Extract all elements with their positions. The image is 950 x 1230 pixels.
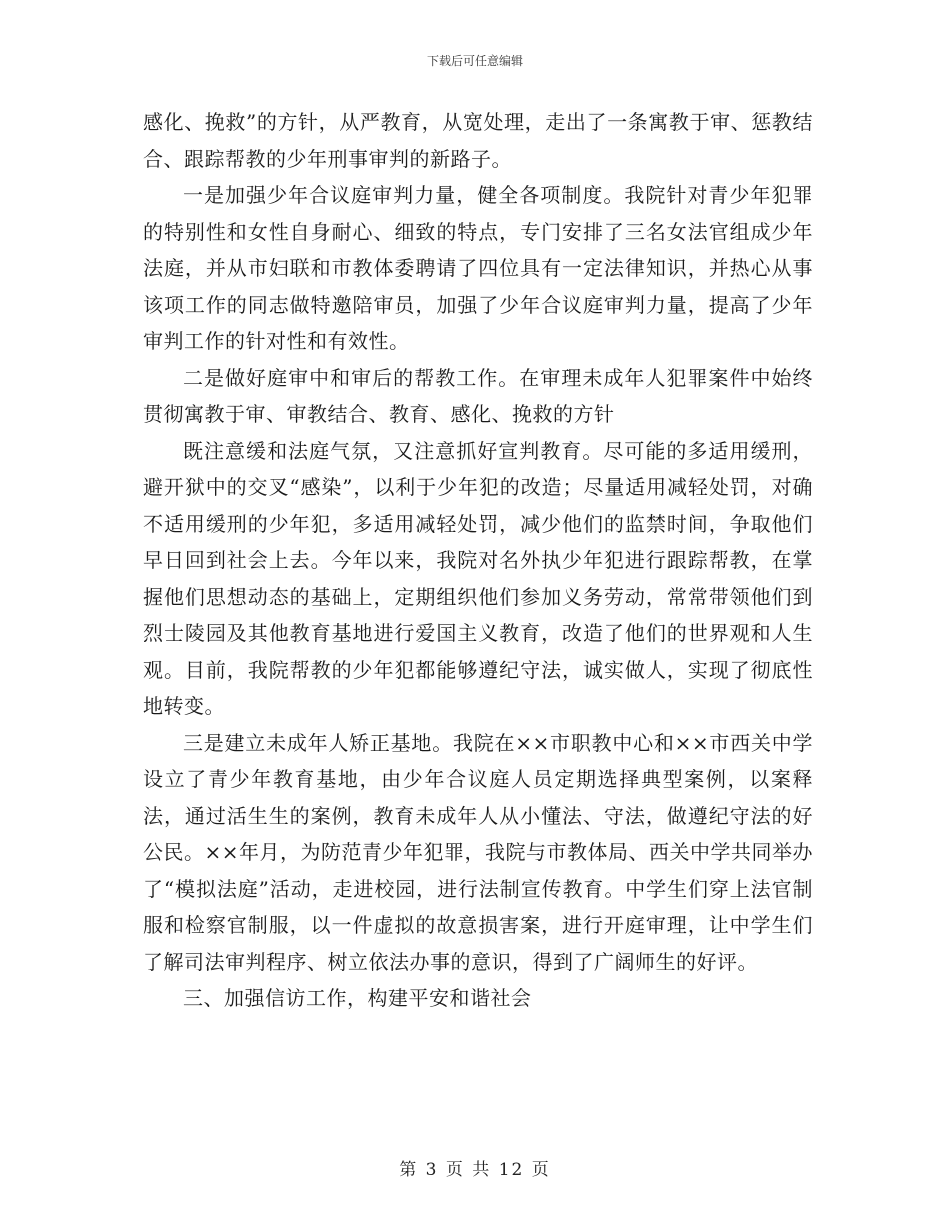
document-body <box>143 104 813 1017</box>
section-heading: 三、加强信访工作，构建平安和谐社会 <box>183 986 532 1010</box>
paragraph-item-three: 三是建立未成年人矫正基地。我院在××市职教中心和××市西关中学设立了青少年教育基地，由少年合议庭人员定期选择典型案例，以案释法，通过活生生的案例，教育未成年人从小懂法、守法，做遵纪守法的好公民。××年月，为防范青少年犯罪，我院与市教体局、西关中学共同举办了“模拟法庭”活动，走进校园，进行法制宣传教育。中学生们穿上法官制服和检察官制服，以一件虚拟的故意损害案，进行开庭审理，让中学生们了解司法审判程序、树立依法办事的意识，得到了广阔师生的好评。 <box>143 730 814 974</box>
paragraph-continuation: 感化、挽救”的方针，从严教育，从宽处理，走出了一条寓教于审、惩教结合、跟踪帮教的少年刑事审判的新路子。 <box>143 110 813 171</box>
paragraph-item-two-continued: 既注意缓和法庭气氛，又注意抓好宣判教育。尽可能的多适用缓刑，避开狱中的交叉“感染”，以利于少年犯的改造；尽量适用减轻处罚，对确不适用缓刑的少年犯，多适用减轻处罚，减少他们的监禁时间，争取他们早日回到社会上去。今年以来，我院对名外执少年犯进行跟踪帮教，在掌握他们思想动态的基础上，定期组织他们参加义务劳动，常常带领他们到烈士陵园及其他教育基地进行爱国主义教育，改造了他们的世界观和人生观。目前，我院帮教的少年犯都能够遵纪守法，诚实做人，实现了彻底性地转变。 <box>143 438 813 718</box>
paragraph-item-two: 二是做好庭审中和审后的帮教工作。在审理未成年人犯罪案件中始终贯彻寓教于审、审教结合、教育、感化、挽救的方针 <box>143 365 813 426</box>
paragraph-item-one: 一是加强少年合议庭审判力量，健全各项制度。我院针对青少年犯罪的特别性和女性自身耐心、细致的特点，专门安排了三名女法官组成少年法庭，并从市妇联和市教体委聘请了四位具有一定法律知识，并热心从事该项工作的同志做特邀陪审员，加强了少年合议庭审判力量，提高了少年审判工作的针对性和有效性。 <box>143 183 813 353</box>
page-number: 第 3 页 共 12 页 <box>399 1160 551 1180</box>
page-header: 下载后可任意编辑 <box>426 54 523 68</box>
